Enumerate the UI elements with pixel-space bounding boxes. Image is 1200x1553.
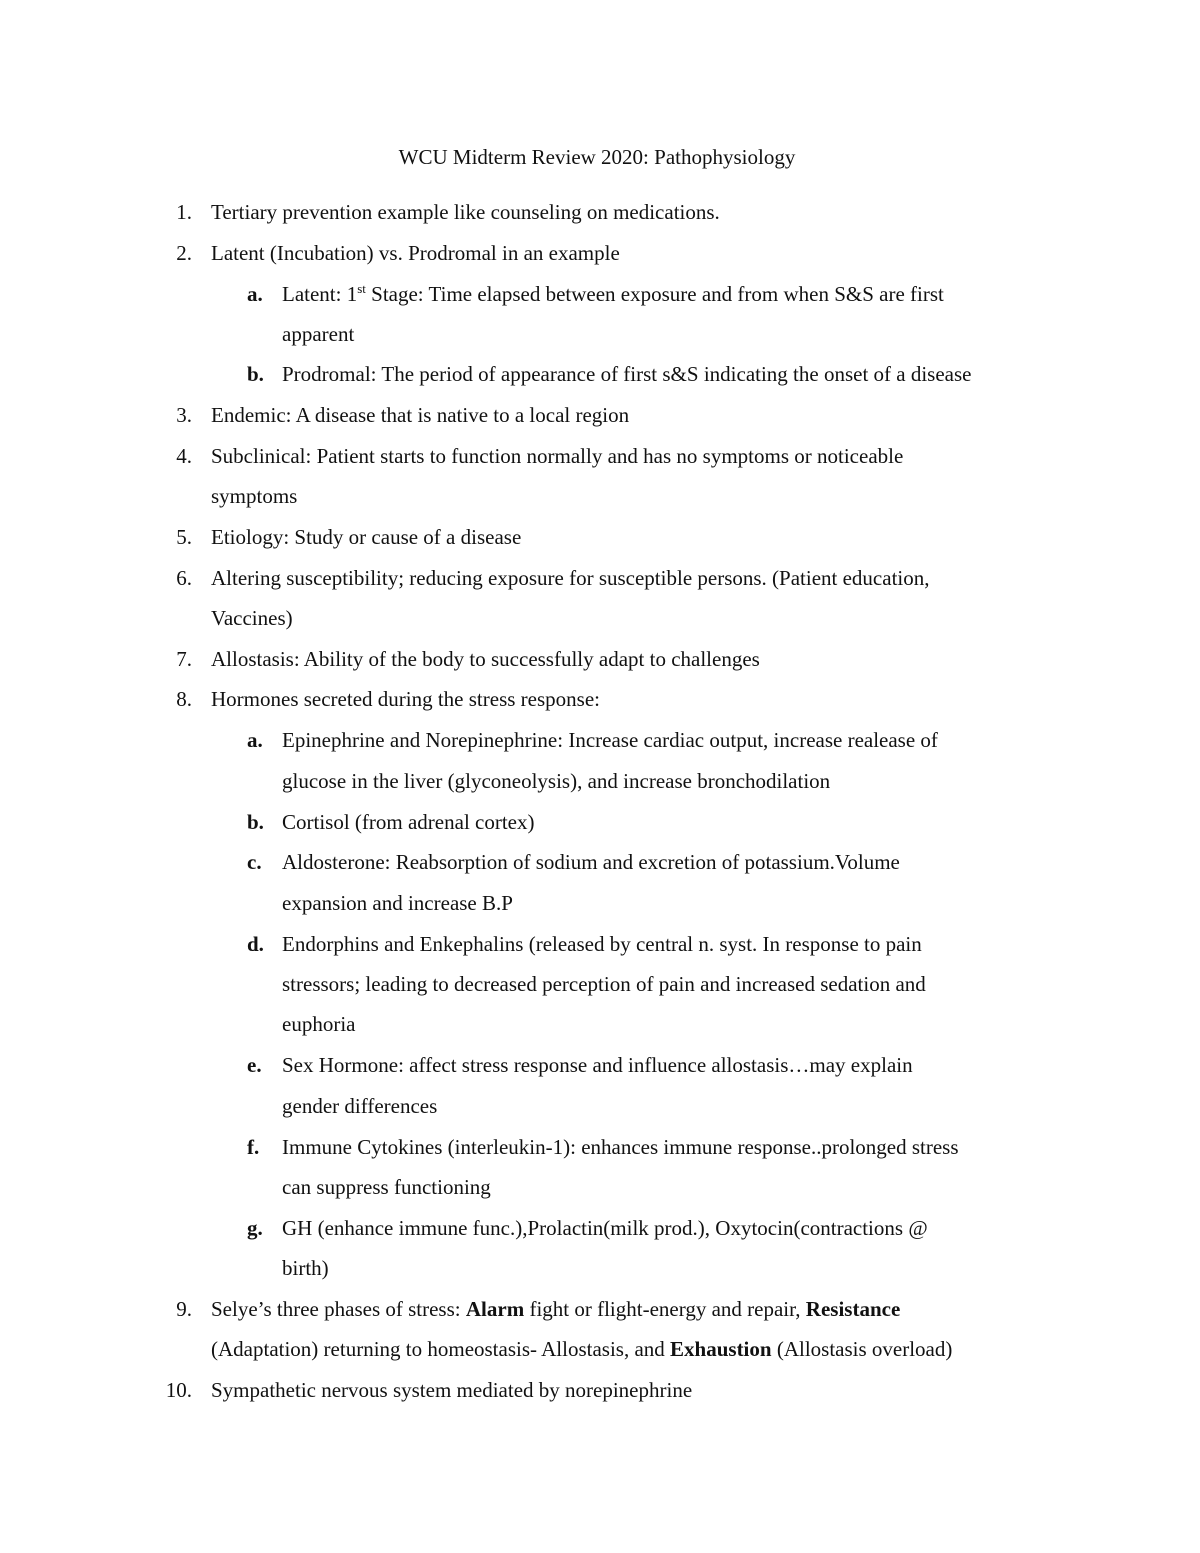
phase-resistance: Resistance xyxy=(805,1297,901,1321)
sub-item-text: expansion and increase B.P xyxy=(282,891,513,915)
sub-item-text: euphoria xyxy=(282,1012,356,1036)
sub-item-text: Sex Hormone: affect stress response and influence allostasis…may explain xyxy=(282,1053,913,1077)
sub-item-letter: e. xyxy=(247,1053,262,1077)
item-number: 5. xyxy=(176,525,192,549)
sub-item-letter: a. xyxy=(247,282,263,306)
sub-item-letter: c. xyxy=(247,850,262,874)
sub-item-text: stressors; leading to decreased perception of pain and increased sedation and xyxy=(282,972,926,996)
item-text: Allostasis: Ability of the body to successfully adapt to challenges xyxy=(211,647,760,671)
item-text: symptoms xyxy=(211,484,298,508)
sub-item-letter: d. xyxy=(247,932,264,956)
sub-item-text: Epinephrine and Norepinephrine: Increase cardiac output, increase realease of xyxy=(282,728,938,752)
sub-item-letter: a. xyxy=(247,728,263,752)
item-number: 8. xyxy=(176,687,192,711)
sub-item-text: can suppress functioning xyxy=(282,1175,491,1199)
item-number: 7. xyxy=(176,647,192,671)
item-text: Vaccines) xyxy=(211,606,293,630)
sub-item-letter: b. xyxy=(247,362,264,386)
item-number: 1. xyxy=(176,200,192,224)
item-number: 4. xyxy=(176,444,192,468)
sub-item-text: gender differences xyxy=(282,1094,438,1118)
item-text: Hormones secreted during the stress response: xyxy=(211,687,600,711)
document-title: WCU Midterm Review 2020: Pathophysiology xyxy=(398,145,796,169)
item-text: Subclinical: Patient starts to function normally and has no symptoms or noticeable xyxy=(211,444,904,468)
item-number: 3. xyxy=(176,403,192,427)
item-text: Altering susceptibility; reducing exposure for susceptible persons. (Patient education, xyxy=(211,566,930,590)
sub-item-text: GH (enhance immune func.),Prolactin(milk prod.), Oxytocin(contractions @ xyxy=(282,1216,928,1240)
sub-item-text: Endorphins and Enkephalins (released by central n. syst. In response to pain xyxy=(282,932,922,956)
sub-item-text: Aldosterone: Reabsorption of sodium and excretion of potassium.Volume xyxy=(282,850,900,874)
item-text: Sympathetic nervous system mediated by norepinephrine xyxy=(211,1378,693,1402)
sub-item-text: glucose in the liver (glyconeolysis), and increase bronchodilation xyxy=(282,769,831,793)
item-number: 6. xyxy=(176,566,192,590)
item-text: (Adaptation) returning to homeostasis- Allostasis, and Exhaustion (Allostasis overload) xyxy=(211,1337,953,1361)
item-number: 9. xyxy=(176,1297,192,1321)
phase-exhaustion: Exhaustion xyxy=(670,1337,772,1361)
sub-item-text: Cortisol (from adrenal cortex) xyxy=(282,810,535,834)
item-number: 2. xyxy=(176,241,192,265)
sub-item-text: Immune Cytokines (interleukin-1): enhances immune response..prolonged stress xyxy=(282,1135,959,1159)
sub-item-text: birth) xyxy=(282,1256,329,1280)
item-text: Tertiary prevention example like counseling on medications. xyxy=(211,200,720,224)
sub-item-letter: b. xyxy=(247,810,264,834)
item-text: Latent (Incubation) vs. Prodromal in an example xyxy=(211,241,620,265)
sub-item-text: Prodromal: The period of appearance of first s&S indicating the onset of a disease xyxy=(282,362,972,386)
phase-alarm: Alarm xyxy=(465,1297,525,1321)
item-number: 10. xyxy=(165,1378,192,1402)
sub-item-letter: g. xyxy=(247,1216,263,1240)
sub-item-text: apparent xyxy=(282,322,355,346)
item-text: Etiology: Study or cause of a disease xyxy=(211,525,522,549)
item-text: Endemic: A disease that is native to a local region xyxy=(211,403,630,427)
sub-item-text: Latent: 1st Stage: Time elapsed between exposure and from when S&S are first xyxy=(282,281,944,306)
item-text: Selye’s three phases of stress: Alarm fight or flight-energy and repair, Resistance xyxy=(211,1297,901,1321)
sub-item-letter: f. xyxy=(247,1135,260,1159)
